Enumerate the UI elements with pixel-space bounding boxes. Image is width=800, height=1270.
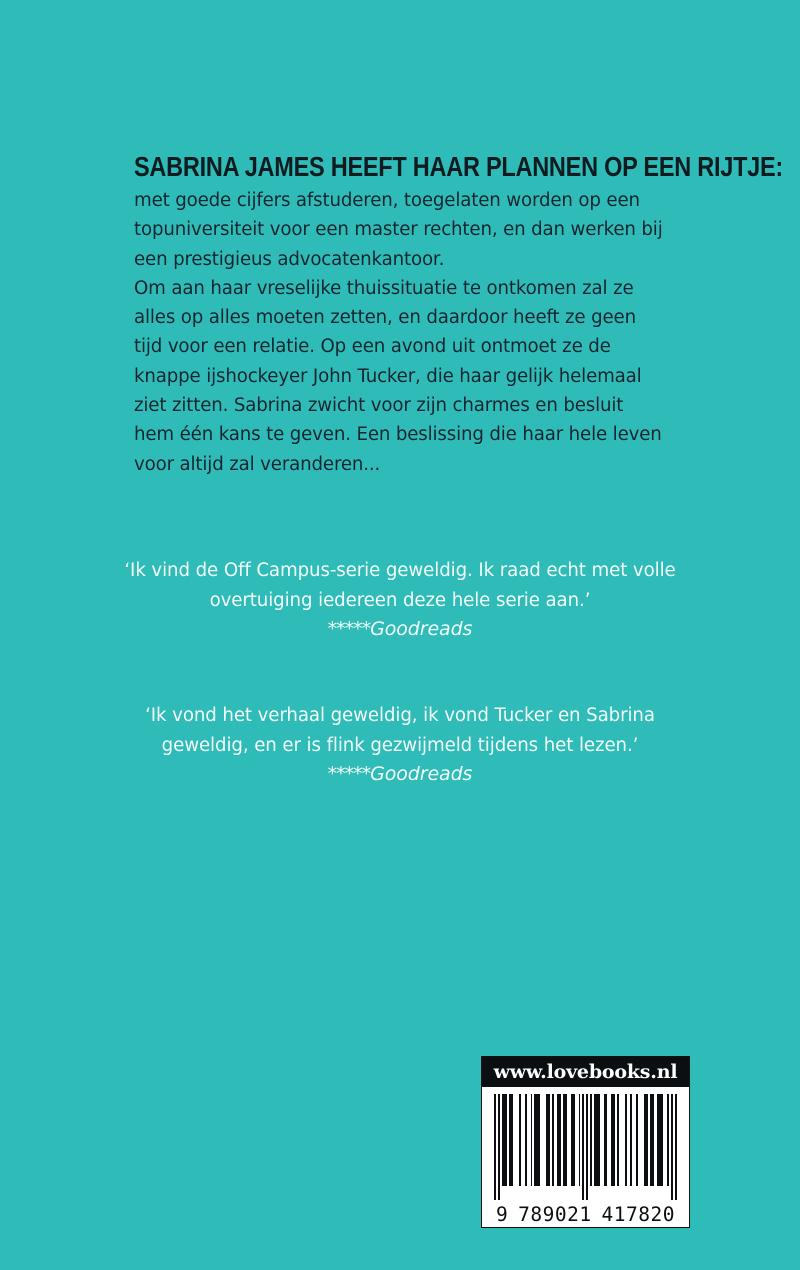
review-quote-2-text: ‘Ik vond het verhaal geweldig, ik vond Tucker en Sabrina geweldig, en er is flink gezwijmeld tijdens het lezen.’ xyxy=(145,705,655,756)
barcode-digits xyxy=(494,1203,677,1225)
barcode-digit-group-2: 417820 xyxy=(601,1202,675,1226)
review-quote-1-source xyxy=(100,615,700,645)
barcode-bars xyxy=(494,1094,677,1203)
review-source-name: Goodreads xyxy=(370,763,473,785)
blurb-paragraph-2: Om aan haar vreselijke thuissituatie te ontkomen zal ze alles op alles moeten zetten, en daardoor heeft ze geen tijd voor een relatie. Op een avond uit ontmoet ze de knappe ijshockeyer John Tucker, die haar gelijk helemaal ziet zitten. Sabrina zwicht voor zijn charmes en besluit hem één kans te geven. Een beslissing die haar hele leven voor altijd zal veranderen... xyxy=(134,277,662,475)
blurb-block xyxy=(134,151,783,479)
star-rating-icon: ***** xyxy=(327,618,371,640)
review-quote-2-source xyxy=(100,760,700,790)
review-quote-1-text: ‘Ik vind de Off Campus-serie geweldig. Ik raad echt met volle overtuiging iedereen deze hele serie aan.’ xyxy=(124,560,676,611)
barcode-digit-lead: 9 xyxy=(496,1202,509,1226)
barcode-bar xyxy=(675,1094,677,1200)
review-quote-2 xyxy=(100,701,700,790)
publisher-website-banner xyxy=(482,1057,689,1087)
star-rating-icon: ***** xyxy=(327,763,371,785)
publisher-website-text: www.lovebooks.nl xyxy=(493,1060,678,1083)
barcode-area xyxy=(482,1087,689,1227)
blurb-paragraph-1: met goede cijfers afstuderen, toegelaten worden op een topuniversiteit voor een master rechten, en dan werken bij een prestigieus advocatenkantoor. xyxy=(134,190,663,270)
barcode-block xyxy=(481,1056,690,1228)
barcode-digit-group-1: 789021 xyxy=(518,1202,592,1226)
review-source-name: Goodreads xyxy=(370,618,473,640)
review-quote-1 xyxy=(100,556,700,645)
blurb-headline: SABRINA JAMES HEEFT HAAR PLANNEN OP EEN RIJTJE: xyxy=(134,151,783,182)
